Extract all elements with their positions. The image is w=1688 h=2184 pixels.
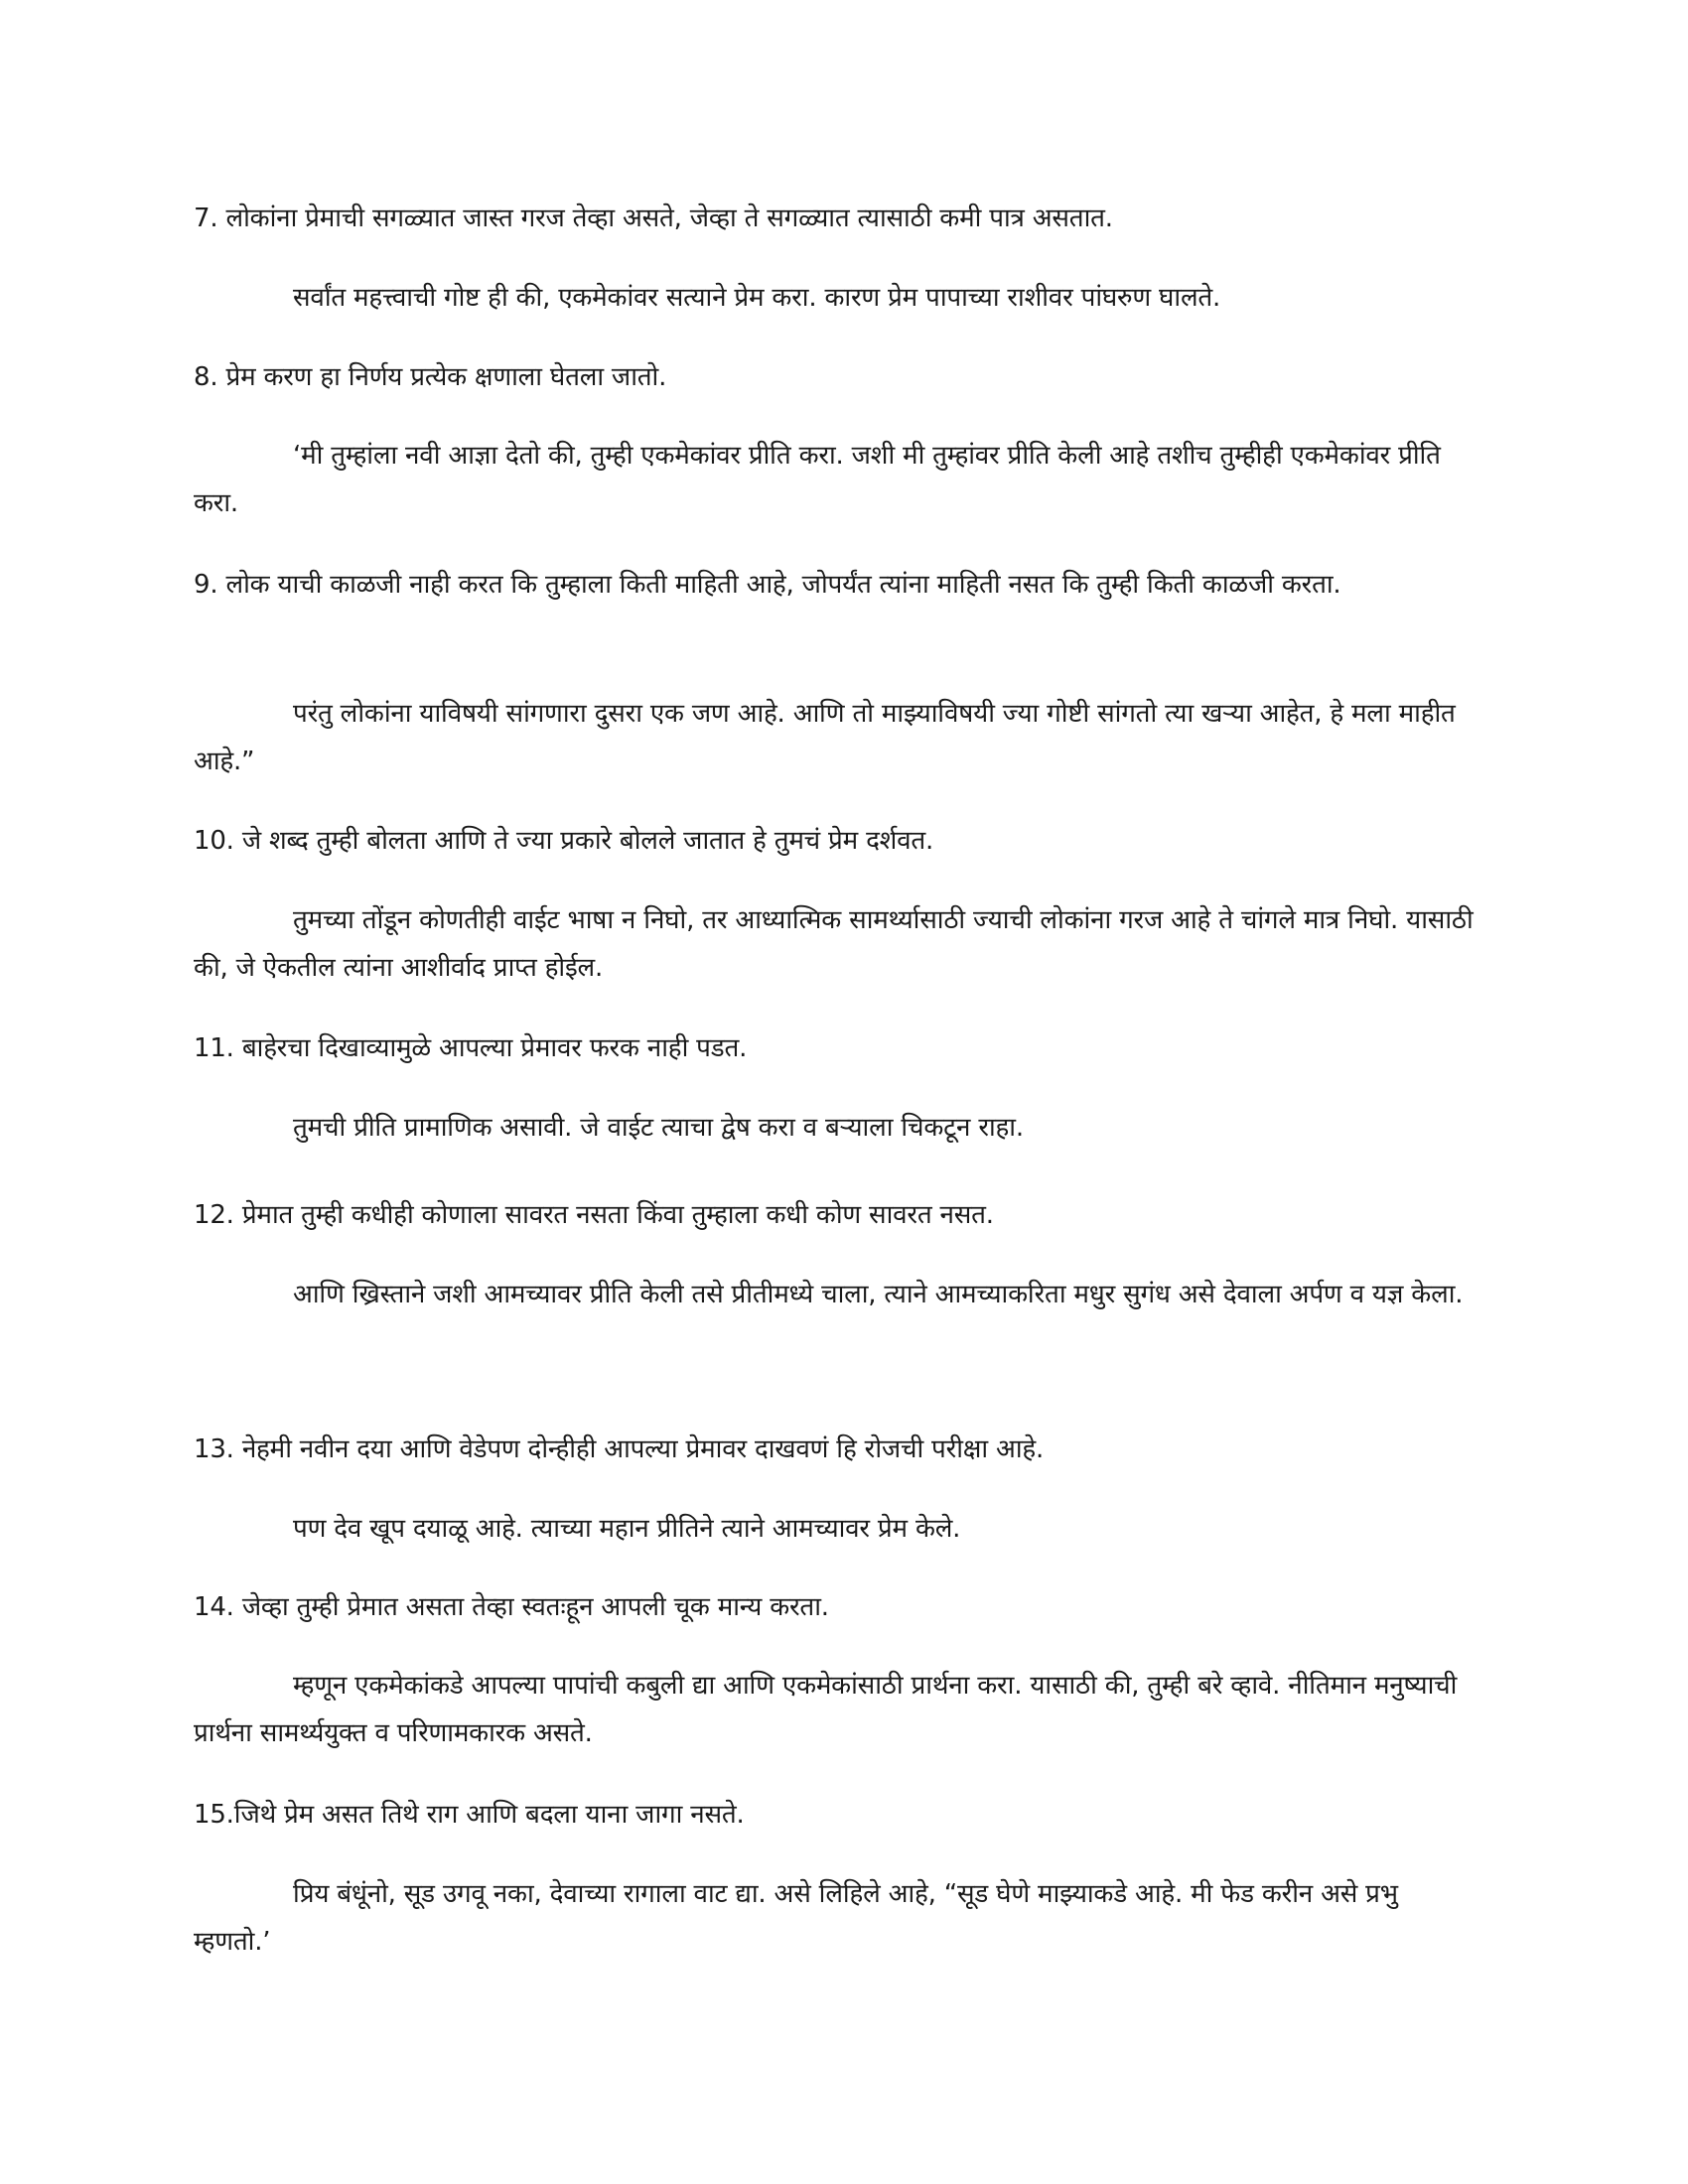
item-heading-8: 8. प्रेम करण हा निर्णय प्रत्येक क्षणाला घेतला जातो.	[194, 362, 667, 392]
item-heading-10: 10. जे शब्द तुम्ही बोलता आणि ते ज्या प्रकारे बोलले जातात हे तुमचं प्रेम दर्शवत.	[194, 826, 934, 856]
item-body-8: ‘मी तुम्हांला नवी आज्ञा देतो की, तुम्ही एकमेकांवर प्रीति करा. जशी मी तुम्हांवर प्रीति केली आहे तशीच तुम्हीही एकमेकांवर प्रीति करा.	[194, 441, 1441, 518]
item-heading-7: 7. लोकांना प्रेमाची सगळ्यात जास्त गरज तेव्हा असते, जेव्हा ते सगळ्यात त्यासाठी कमी पात्र असतात.	[194, 204, 1113, 233]
item-body-7: सर्वांत महत्त्वाची गोष्ट ही की, एकमेकांवर सत्याने प्रेम करा. कारण प्रेम पापाच्या राशीवर पांघरुण घालते.	[293, 283, 1221, 313]
item-body-15: प्रिय बंधूंनो, सूड उगवू नका, देवाच्या रागाला वाट द्या. असे लिहिले आहे, “सूड घेणे माझ्याकडे आहे. मी फेड करीन असे प्रभु म्हणतो.’	[194, 1879, 1398, 1957]
item-body-13: पण देव खूप दयाळू आहे. त्याच्या महान प्रीतिने त्याने आमच्यावर प्रेम केले.	[293, 1514, 961, 1544]
item-body-9: परंतु लोकांना याविषयी सांगणारा दुसरा एक जण आहे. आणि तो माझ्याविषयी ज्या गोष्टी सांगतो त्या खऱ्या आहेत, हे मला माहीत आहे.”	[194, 699, 1456, 776]
item-body-12: आणि ख्रिस्ताने जशी आमच्यावर प्रीति केली तसे प्रीतीमध्ये चाला, त्याने आमच्याकरिता मधुर सुगंध असे देवाला अर्पण व यज्ञ केला.	[293, 1280, 1464, 1309]
item-body-14: म्हणून एकमेकांकडे आपल्या पापांची कबुली द्या आणि एकमेकांसाठी प्रार्थना करा. यासाठी की, तुम्ही बरे व्हावे. नीतिमान मनुष्याची प्रार्थना सामर्थ्ययुक्त व परिणामकारक असते.	[194, 1671, 1458, 1748]
item-heading-11: 11. बाहेरचा दिखाव्यामुळे आपल्या प्रेमावर फरक नाही पडत.	[194, 1033, 748, 1063]
item-body-11: तुमची प्रीति प्रामाणिक असावी. जे वाईट त्याचा द्वेष करा व बऱ्याला चिकटून राहा.	[293, 1113, 1024, 1143]
item-heading-12: 12. प्रेमात तुम्ही कधीही कोणाला सावरत नसता किंवा तुम्हाला कधी कोण सावरत नसत.	[194, 1200, 994, 1230]
item-heading-9: 9. लोक याची काळजी नाही करत कि तुम्हाला किती माहिती आहे, जोपर्यंत त्यांना माहिती नसत कि तुम्ही किती काळजी करता.	[194, 570, 1341, 600]
item-heading-13: 13. नेहमी नवीन दया आणि वेडेपण दोन्हीही आपल्या प्रेमावर दाखवणं हि रोजची परीक्षा आहे.	[194, 1434, 1045, 1464]
item-heading-14: 14. जेव्हा तुम्ही प्रेमात असता तेव्हा स्वतःहून आपली चूक मान्य करता.	[194, 1592, 829, 1622]
item-heading-15: 15.जिथे प्रेम असत तिथे राग आणि बदला याना जागा नसते.	[194, 1800, 745, 1830]
item-body-10: तुमच्या तोंडून कोणतीही वाईट भाषा न निघो, तर आध्यात्मिक सामर्थ्यासाठी ज्याची लोकांना गरज आहे ते चांगले मात्र निघो. यासाठी की, जे ऐकतील त्यांना आशीर्वाद प्राप्त होईल.	[194, 905, 1474, 983]
